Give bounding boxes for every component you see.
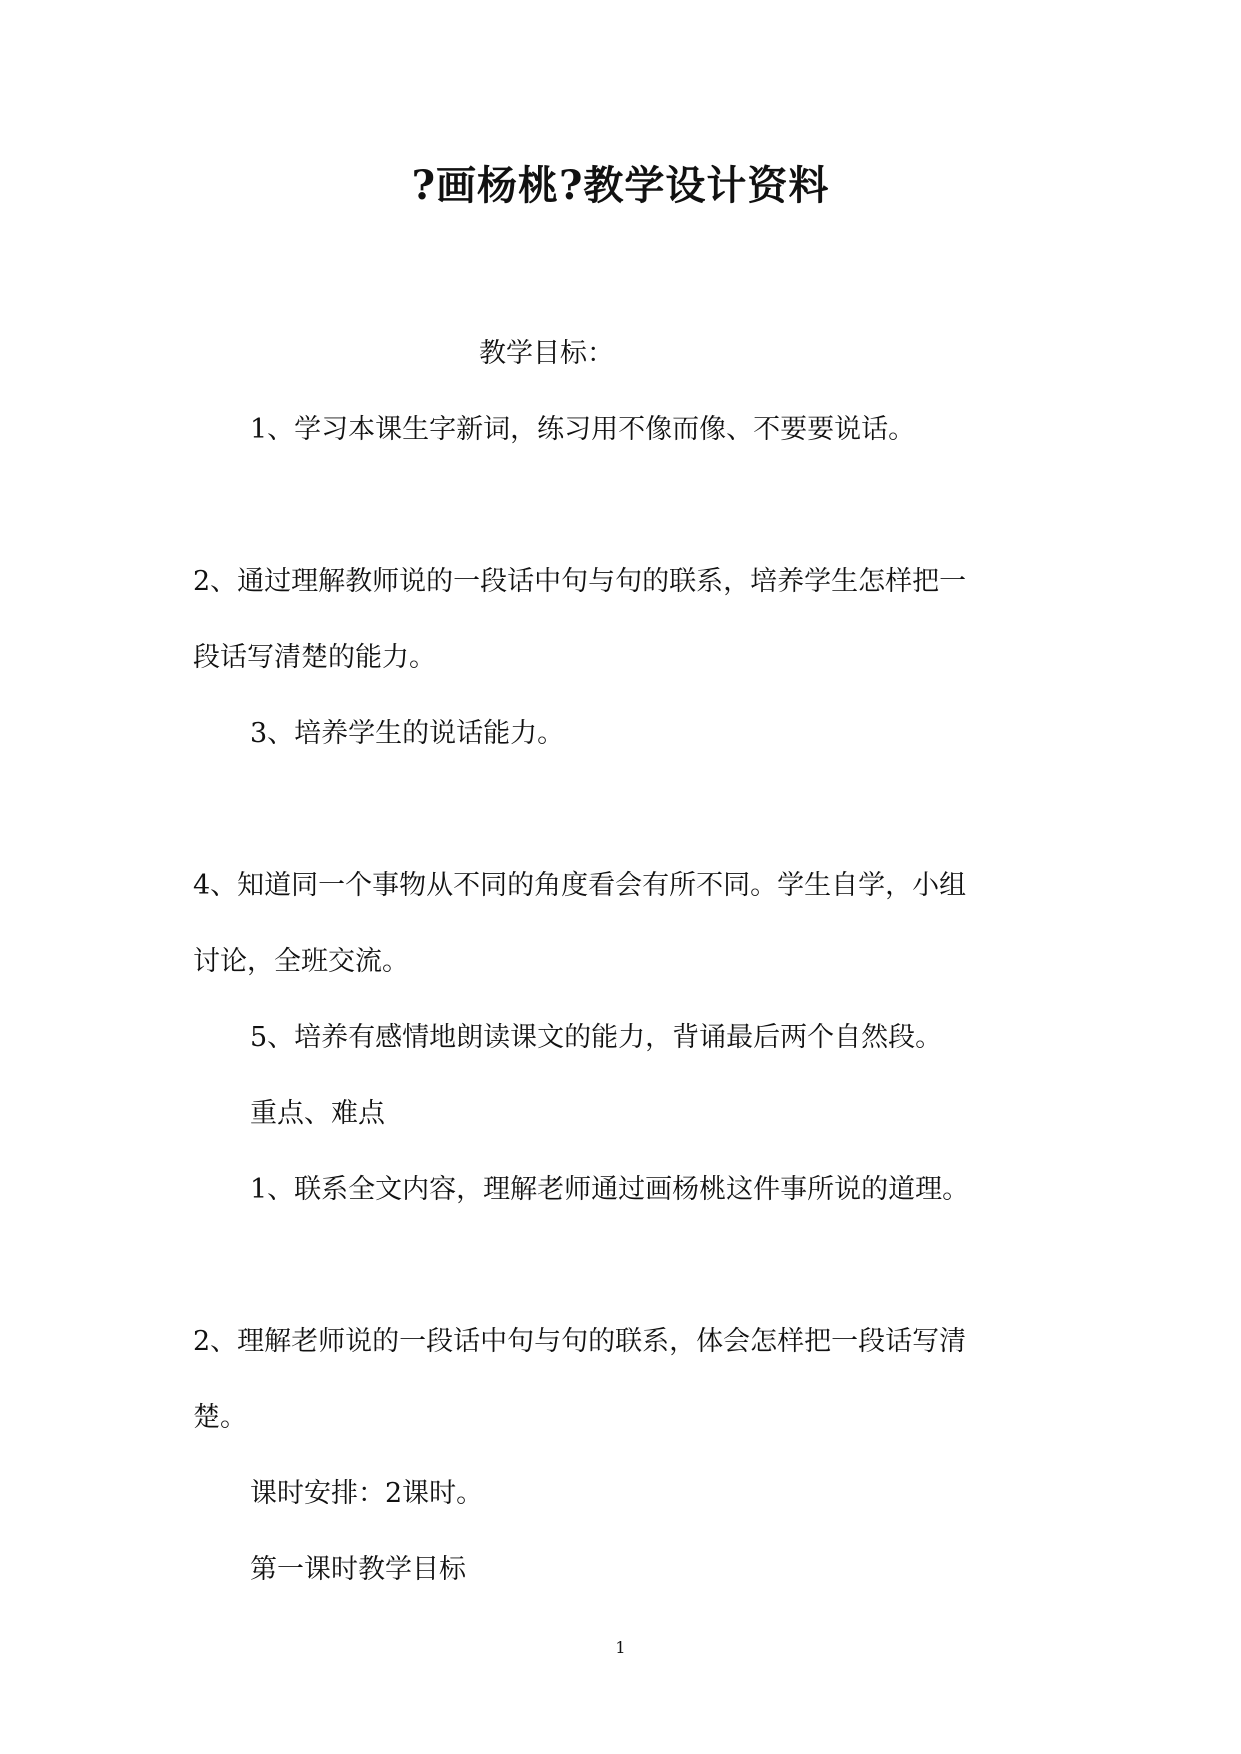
section-heading-key-points: 重点、难点 bbox=[250, 1098, 385, 1129]
key-point-2-line-1: 2、理解老师说的一段话中句与句的联系，体会怎样把一段话写清 bbox=[193, 1326, 967, 1357]
objective-2-line-2: 段话写清楚的能力。 bbox=[193, 642, 436, 673]
key-point-1: 1、联系全文内容，理解老师通过画杨桃这件事所说的道理。 bbox=[250, 1174, 970, 1205]
lesson-schedule: 课时安排：2课时。 bbox=[250, 1478, 484, 1509]
objective-4-line-1: 4、知道同一个事物从不同的角度看会有所不同。学生自学，小组 bbox=[193, 870, 967, 901]
key-point-2-line-2: 楚。 bbox=[193, 1402, 247, 1433]
first-lesson-heading: 第一课时教学目标 bbox=[250, 1554, 466, 1585]
objective-5: 5、培养有感情地朗读课文的能力，背诵最后两个自然段。 bbox=[250, 1022, 943, 1053]
page-number: 1 bbox=[615, 1638, 626, 1657]
objective-1: 1、学习本课生字新词，练习用不像而像、不要要说话。 bbox=[250, 414, 916, 445]
objective-3: 3、培养学生的说话能力。 bbox=[250, 718, 565, 749]
document-title: ?画杨桃?教学设计资料 bbox=[411, 162, 830, 209]
section-heading-objectives: 教学目标： bbox=[479, 338, 614, 369]
objective-4-line-2: 讨论，全班交流。 bbox=[193, 946, 409, 977]
objective-2-line-1: 2、通过理解教师说的一段话中句与句的联系，培养学生怎样把一 bbox=[193, 566, 967, 597]
